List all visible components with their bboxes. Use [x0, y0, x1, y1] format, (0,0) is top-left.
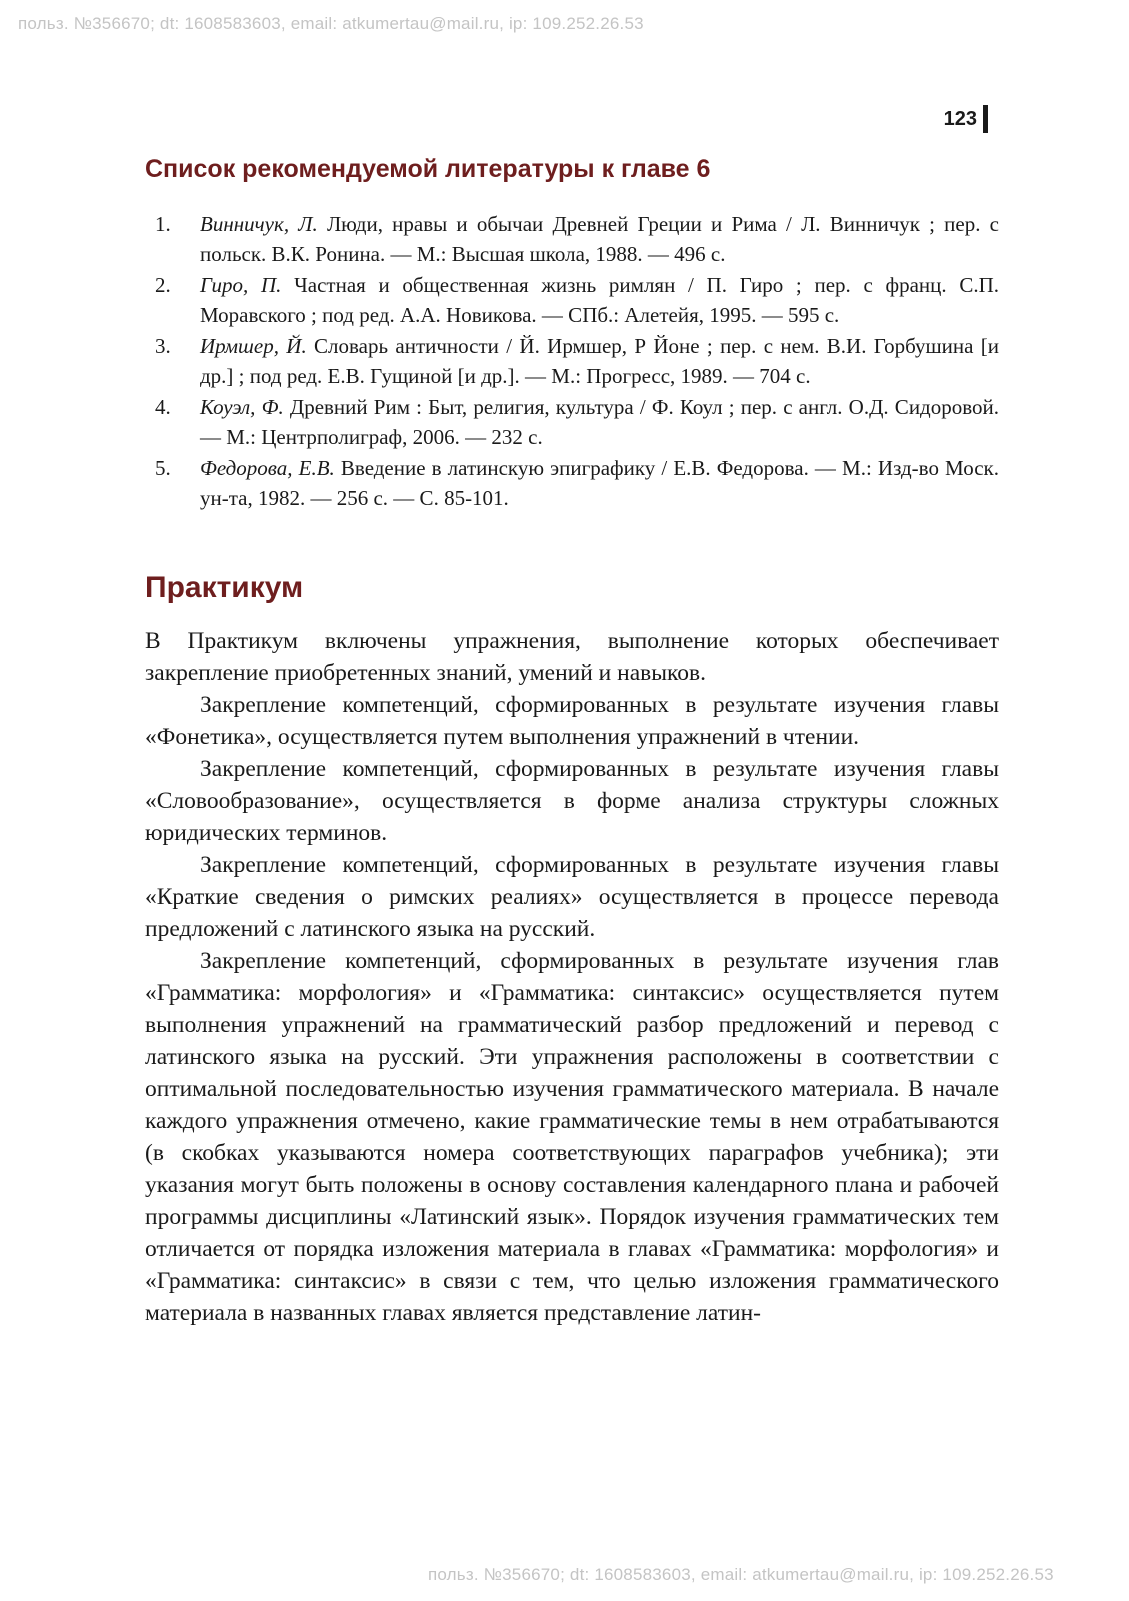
page-number-value: 123: [943, 107, 977, 130]
literature-item-text: Словарь античности / Й. Ирмшер, Р Йоне ; пер. с нем. В.И. Горбушина [и др.] ; под ред. Е.В. Гущиной [и др.]. — М.: Прогресс, 1989. — 704 с.: [200, 334, 999, 388]
practicum-paragraph: Закрепление компетенций, сформированных в результате изучения главы «Фонетика», осуществляется путем выполнения упражнений в чтении.: [145, 692, 999, 750]
literature-title: Список рекомендуемой литературы к главе 6: [145, 155, 711, 183]
literature-item-text: Люди, нравы и обычаи Древней Греции и Рима / Л. Винничук ; пер. с польск. В.К. Ронина. — М.: Высшая школа, 1988. — 496 с.: [200, 212, 999, 266]
literature-item-author: Гиро, П.: [200, 273, 282, 297]
literature-item-number: 4.: [155, 395, 171, 419]
practicum-paragraph: Закрепление компетенций, сформированных в результате изучения глав «Грамматика: морфология» и «Грамматика: синтаксис» осуществляется путем выполнения упражнений на грамматический разбор предложений и перевод с латинского языка на русский. Эти упражнения расположены в соответствии с оптимальной последовательностью изучения грамматического материала. В начале каждого упражнения отмечено, какие грамматические темы в нем отрабатываются (в скобках указываются номера соответствующих параграфов учебника); эти указания могут быть положены в основу составления календарного плана и рабочей программы дисциплины «Латинский язык». Порядок изучения грамматических тем отличается от порядка изложения материала в главах «Грамматика: морфология» и «Грамматика: синтаксис» в связи с тем, что целью изложения грамматического материала в названных главах является представление латин-: [145, 948, 999, 1326]
page-number-bar: [983, 105, 988, 133]
practicum-title: Практикум: [145, 571, 304, 604]
literature-item-number: 3.: [155, 334, 171, 358]
literature-item: [145, 210, 999, 269]
literature-item: [145, 393, 999, 452]
practicum-paragraph: Закрепление компетенций, сформированных в результате изучения главы «Словообразование», осуществляется в форме анализа структуры сложных юридических терминов.: [145, 756, 999, 846]
literature-item: [145, 332, 999, 391]
literature-item-text: Древний Рим : Быт, религия, культура / Ф. Коул ; пер. с англ. О.Д. Сидоровой. — М.: Центрполиграф, 2006. — 232 с.: [200, 395, 1000, 449]
literature-item-author: Федорова, Е.В.: [200, 456, 335, 480]
literature-item-author: Ирмшер, Й.: [200, 334, 307, 358]
literature-item: [145, 271, 999, 330]
literature-item-author: Винничук, Л.: [200, 212, 318, 236]
watermark-top: польз. №356670; dt: 1608583603, email: atkumertau@mail.ru, ip: 109.252.26.53: [18, 14, 644, 33]
literature-item-number: 2.: [155, 273, 171, 297]
literature-item: [145, 454, 999, 513]
literature-item-number: 5.: [155, 456, 171, 480]
watermark-bottom: польз. №356670; dt: 1608583603, email: atkumertau@mail.ru, ip: 109.252.26.53: [428, 1565, 1054, 1584]
practicum-paragraph: Закрепление компетенций, сформированных в результате изучения главы «Краткие сведения о римских реалиях» осуществляется в процессе перевода предложений с латинского языка на русский.: [145, 852, 999, 942]
literature-item-number: 1.: [155, 212, 171, 236]
literature-item-text: Введение в латинскую эпиграфику / Е.В. Федорова. — М.: Изд-во Моск. ун-та, 1982. — 256 с. — С. 85-101.: [200, 456, 999, 510]
page-number: [928, 104, 988, 134]
page-content: [145, 155, 999, 1329]
literature-item-author: Коуэл, Ф.: [200, 395, 284, 419]
practicum-body: [145, 625, 999, 1329]
literature-list: [145, 210, 999, 513]
practicum-paragraph: В Практикум включены упражнения, выполнение которых обеспечивает закрепление приобретенных знаний, умений и навыков.: [145, 628, 999, 686]
literature-item-text: Частная и общественная жизнь римлян / П. Гиро ; пер. с франц. С.П. Моравского ; под ред. А.А. Новикова. — СПб.: Алетейя, 1995. — 595 с.: [200, 273, 999, 327]
